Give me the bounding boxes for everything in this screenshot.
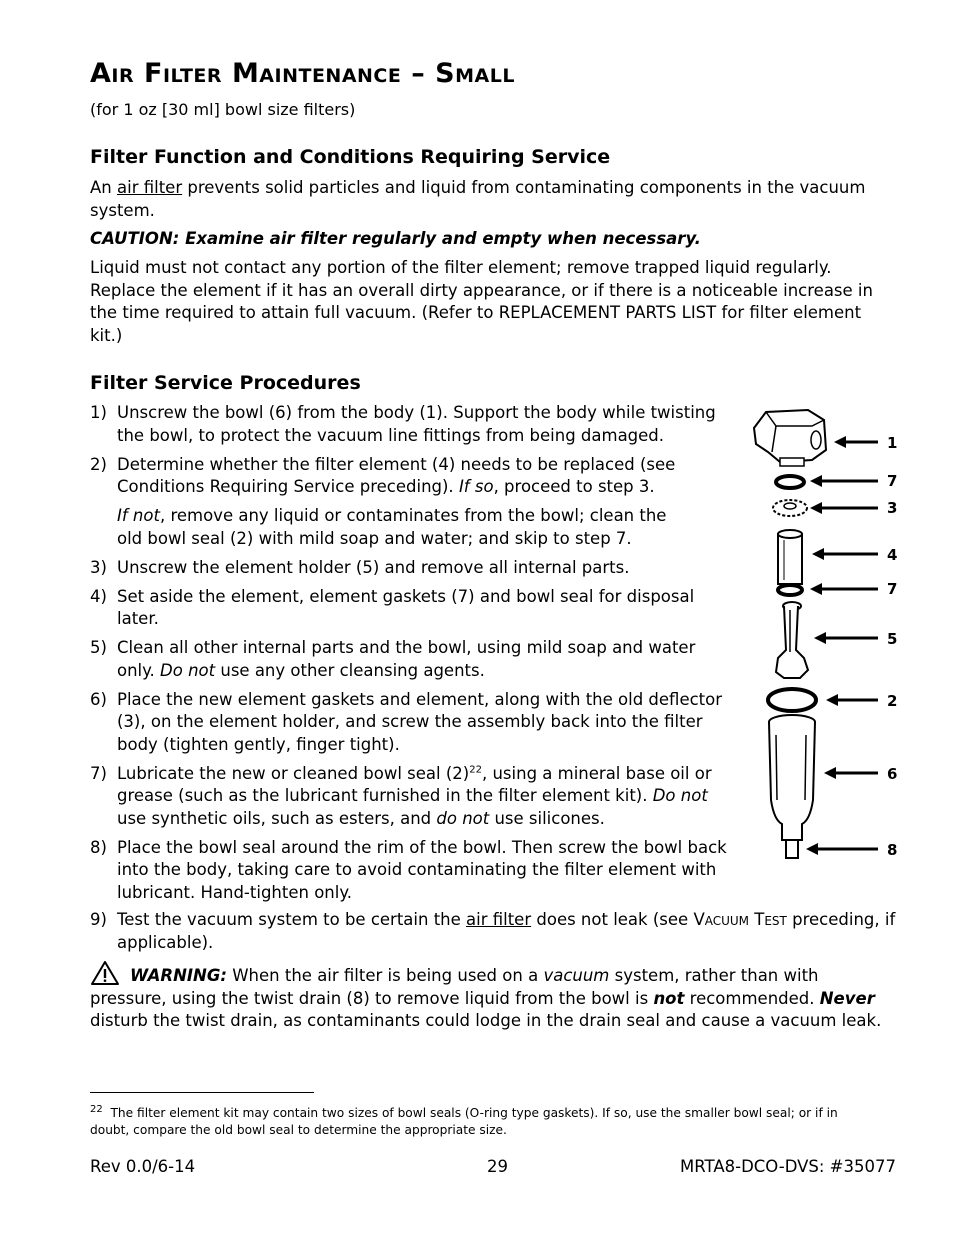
filter-body-part bbox=[754, 410, 826, 466]
step-number: 7) bbox=[90, 763, 107, 783]
section-heading-function: Filter Function and Conditions Requiring Service bbox=[90, 146, 611, 168]
air-filter-link[interactable]: air filter bbox=[117, 178, 183, 197]
warning-label: WARNING: bbox=[130, 966, 227, 985]
step-text: Unscrew the bowl (6) from the body (1). Support the body while twisting the bowl, to protect the vacuum line fittings from being damaged. bbox=[117, 403, 716, 445]
step-text: use any other cleansing agents. bbox=[215, 660, 485, 680]
step-number: 4) bbox=[90, 586, 107, 606]
step-text: , using a mineral base oil or grease (such as the lubricant furnished in the filter element kit). bbox=[117, 763, 712, 805]
diagram-label: 7 bbox=[887, 472, 898, 490]
diagram-label: 5 bbox=[887, 630, 898, 648]
step-emphasis: do not bbox=[436, 808, 490, 828]
warning-emphasis: vacuum bbox=[543, 966, 610, 985]
warning-text: disturb the twist drain, as contaminants could lodge in the drain seal and cause a vacuum leak. bbox=[90, 1011, 882, 1030]
warning-text: system, rather than with pressure, using the twist drain (8) to remove liquid from the bowl is bbox=[90, 966, 819, 1008]
twist-drain-part bbox=[786, 840, 798, 858]
caution-text: CAUTION: Examine air filter regularly and empty when necessary. bbox=[90, 229, 701, 248]
step-number: 5) bbox=[90, 638, 107, 657]
step-number: 9) bbox=[90, 910, 107, 929]
bowl-part bbox=[769, 715, 815, 840]
footer-page-number: 29 bbox=[487, 1157, 508, 1176]
conditions-paragraph: Liquid must not contact any portion of the filter element; remove trapped liquid regularly. Replace the element if it has an overall dirty appearance, or if there is a noticeable increase in the time required to attain full vacuum. (Refer to REPLACEMENT PARTS LIST for filter element kit.) bbox=[90, 258, 873, 345]
step-text: Set aside the element, element gaskets (7) and bowl seal for disposal later. bbox=[117, 586, 695, 628]
step-text: Place the bowl seal around the rim of the bowl. Then screw the bowl back into the body, taking care to avoid contaminating the filter element with lubricant. Hand-tighten only. bbox=[117, 837, 727, 902]
page-subtitle: (for 1 oz [30 ml] bowl size filters) bbox=[90, 100, 356, 119]
step-2 bbox=[90, 454, 687, 551]
step-text: , proceed to step 3. bbox=[493, 477, 655, 496]
intro-pre: An bbox=[90, 178, 117, 197]
step-number: 8) bbox=[90, 837, 107, 857]
step-text: does not leak (see bbox=[531, 910, 694, 929]
step-text: use silicones. bbox=[489, 808, 605, 828]
step-1 bbox=[90, 402, 737, 447]
diagram-label: 8 bbox=[887, 841, 898, 859]
step-text: , remove any liquid or contaminates from the bowl; clean the old bowl seal (2) with mild soap and water; and skip to step 7. bbox=[117, 506, 667, 548]
footer-document-id: MRTA8-DCO-DVS: #35077 bbox=[680, 1157, 896, 1176]
footnote-marker: 22 bbox=[90, 1103, 103, 1115]
step-text: Lubricate the new or cleaned bowl seal (2) bbox=[117, 763, 470, 783]
element-gasket-bottom bbox=[778, 585, 802, 595]
vacuum-test-reference: Vacuum Test bbox=[693, 910, 787, 929]
warning-emphasis: not bbox=[653, 988, 685, 1008]
step-text: Place the new element gaskets and element, along with the old deflector (3), on the element holder, and screw the assembly back into the filter body (tighten gently, finger tight). bbox=[117, 689, 723, 754]
exploded-filter-diagram bbox=[740, 400, 910, 870]
step-text: Test the vacuum system to be certain the bbox=[117, 910, 467, 929]
deflector-part bbox=[773, 500, 807, 516]
footnote bbox=[90, 1105, 880, 1139]
air-filter-link[interactable]: air filter bbox=[466, 910, 532, 929]
step-emphasis: If not bbox=[117, 506, 160, 525]
step-text: preceding, if applicable). bbox=[117, 910, 896, 952]
warning-text: When the air filter is being used on a bbox=[227, 966, 544, 985]
warning-text: recommended. bbox=[684, 988, 820, 1008]
step-text: Unscrew the element holder (5) and remove all internal parts. bbox=[117, 557, 630, 577]
step-number: 2) bbox=[90, 454, 107, 474]
step-7 bbox=[90, 763, 729, 831]
footnote-ref[interactable]: 22 bbox=[469, 764, 482, 775]
diagram-label: 2 bbox=[887, 692, 898, 710]
step-text: Determine whether the filter element (4) needs to be replaced (see Conditions Requiring Service preceding). bbox=[117, 454, 676, 496]
step-number: 3) bbox=[90, 557, 107, 577]
footer-revision: Rev 0.0/6-14 bbox=[90, 1157, 196, 1176]
step-8 bbox=[90, 837, 757, 905]
page-title: Air Filter Maintenance – Small bbox=[90, 58, 515, 89]
diagram-label: 1 bbox=[887, 434, 898, 452]
section-heading-procedures: Filter Service Procedures bbox=[90, 372, 361, 394]
step-2-subparagraph bbox=[117, 505, 687, 550]
intro-post: prevents solid particles and liquid from contaminating components in the vacuum system. bbox=[90, 178, 866, 220]
diagram-label: 6 bbox=[887, 765, 898, 783]
step-emphasis: Do not bbox=[652, 786, 708, 805]
step-text: use synthetic oils, such as esters, and bbox=[117, 808, 437, 828]
step-number: 1) bbox=[90, 403, 107, 422]
warning-triangle-icon bbox=[90, 960, 120, 986]
diagram-label: 3 bbox=[887, 499, 898, 517]
filter-element-part bbox=[778, 530, 802, 584]
step-4 bbox=[90, 586, 707, 631]
step-emphasis: If so bbox=[458, 477, 494, 496]
step-5 bbox=[90, 637, 707, 682]
footnote-text: The filter element kit may contain two sizes of bowl seals (O-ring type gaskets). If so, use the smaller bowl seal; or if in doubt, compare the old bowl seal to determine the appropriate size. bbox=[90, 1106, 838, 1137]
warning-emphasis: Never bbox=[819, 988, 875, 1008]
bowl-seal-part bbox=[768, 689, 816, 711]
callout-arrows bbox=[806, 436, 878, 855]
element-holder-part bbox=[776, 602, 808, 678]
step-emphasis: Do not bbox=[160, 660, 216, 680]
step-3 bbox=[90, 557, 717, 580]
footnote-divider bbox=[90, 1092, 314, 1093]
step-number: 6) bbox=[90, 689, 107, 709]
diagram-label: 7 bbox=[887, 580, 898, 598]
diagram-label: 4 bbox=[887, 546, 898, 564]
intro-paragraph bbox=[90, 177, 890, 222]
step-6 bbox=[90, 689, 737, 757]
step-text: Clean all other internal parts and the bowl, using mild soap and water only. bbox=[117, 638, 696, 680]
warning-block bbox=[90, 960, 890, 1033]
step-9 bbox=[90, 909, 900, 954]
element-gasket-top bbox=[776, 476, 804, 488]
procedure-steps bbox=[90, 402, 750, 911]
